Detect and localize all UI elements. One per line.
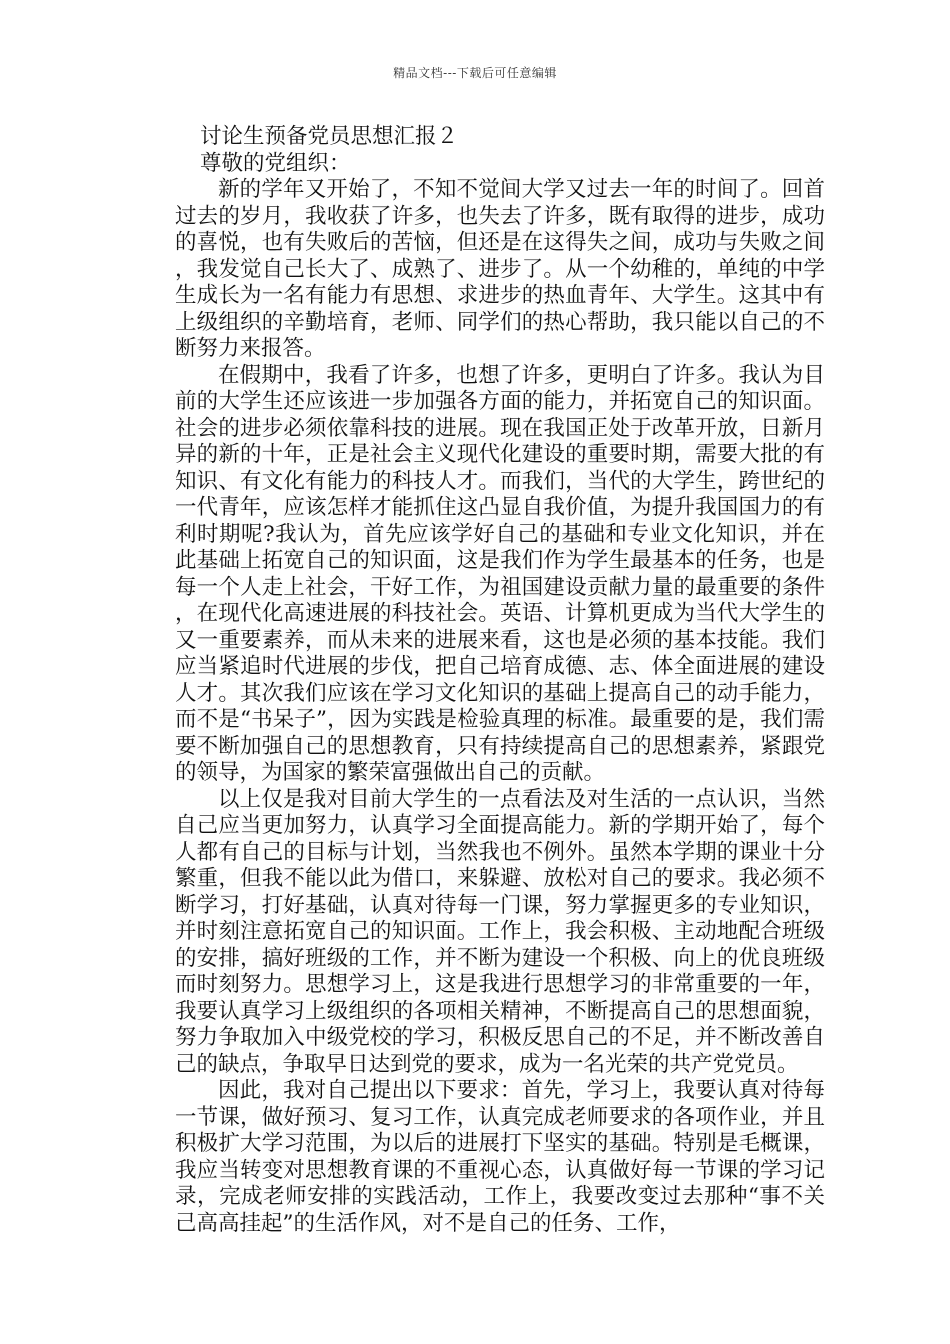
- paragraph-3: 以上仅是我对目前大学生的一点看法及对生活的一点认识，当然自己应当更加努力，认真学习全面提高能力。新的学期开始了，每个人都有自己的目标与计划，当然我也不例外。虽然本学期的课业十分繁重，但我不能以此为借口，来躲避、放松对自己的要求。我必须不断学习，打好基础，认真对待每一门课，努力掌握更多的专业知识，并时刻注意拓宽自己的知识面。工作上，我会积极、主动地配合班级的安排，搞好班级的工作，并不断为建设一个积极、向上的优良班级而时刻努力。思想学习上，这是我进行思想学习的非常重要的一年，我要认真学习上级组织的各项相关精神，不断提高自己的思想面貌，努力争取加入中级党校的学习，积极反思自己的不足，并不断改善自己的缺点，争取早日达到党的要求，成为一名光荣的共产党党员。: [175, 786, 825, 1077]
- document-body: [175, 124, 825, 1237]
- document-title: 讨论生预备党员思想汇报２: [200, 124, 459, 149]
- page-header: 精品文档---下载后可任意编辑: [393, 66, 557, 80]
- paragraph-4: 因此，我对自己提出以下要求：首先，学习上，我要认真对待每一节课，做好预习、复习工作，认真完成老师要求的各项作业，并且积极扩大学习范围，为以后的进展打下坚实的基础。特别是毛概课，我应当转变对思想教育课的不重视心态，认真做好每一节课的学习记录，完成老师安排的实践活动，工作上，我要改变过去那种“事不关己高高挂起”的生活作风，对不是自己的任务、工作，: [175, 1078, 825, 1236]
- greeting: 尊敬的党组织：: [200, 150, 351, 176]
- paragraph-1: 新的学年又开始了，不知不觉间大学又过去一年的时间了。回首过去的岁月，我收获了许多，也失去了许多，既有取得的进步，成功的喜悦，也有失败后的苦恼，但还是在这得失之间，成功与失败之间，我发觉自己长大了、成熟了、进步了。从一个幼稚的，单纯的中学生成长为一名有能力有思想、求进步的热血青年、大学生。这其中有上级组织的辛勤培育，老师、同学们的热心帮助，我只能以自己的不断努力来报答。: [175, 177, 825, 361]
- paragraph-2: 在假期中，我看了许多，也想了许多，更明白了许多。我认为目前的大学生还应该进一步加强各方面的能力，并拓宽自己的知识面。社会的进步必须依靠科技的进展。现在我国正处于改革开放，日新月异的新的十年，正是社会主义现代化建设的重要时期，需要大批的有知识、有文化有能力的科技人才。而我们，当代的大学生，跨世纪的一代青年，应该怎样才能抓住这凸显自我价值，为提升我国国力的有利时期呢?我认为，首先应该学好自己的基础和专业文化知识，并在此基础上拓宽自己的知识面，这是我们作为学生最基本的任务，也是每一个人走上社会，干好工作，为祖国建设贡献力量的最重要的条件，在现代化高速进展的科技社会。英语、计算机更成为当代大学生的又一重要素养，而从未来的进展来看，这也是必须的基本技能。我们应当紧追时代进展的步伐，把自己培育成德、志、体全面进展的建设人才。其次我们应该在学习文化知识的基础上提高自己的动手能力，而不是“书呆子”，因为实践是检验真理的标准。最重要的是，我们需要不断加强自己的思想教育，只有持续提高自己的思想素养，紧跟党的领导，为国家的繁荣富强做出自己的贡献。: [175, 362, 825, 785]
